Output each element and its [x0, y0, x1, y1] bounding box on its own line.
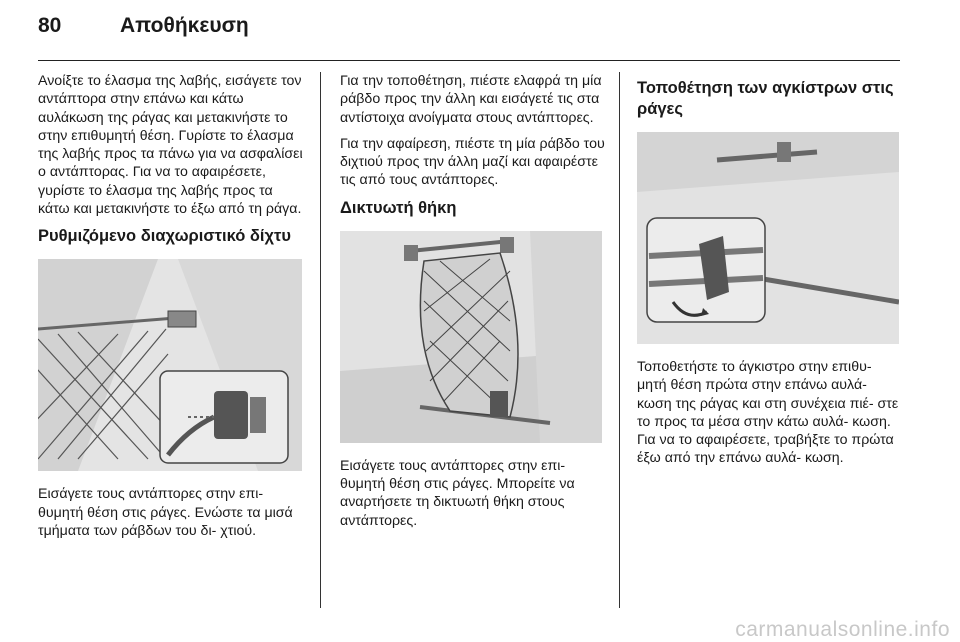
column-divider-2: [619, 72, 620, 608]
col3-caption: Τοποθετήστε το άγκιστρο στην επιθυ- μητή θέση πρώτα στην επάνω αυλά- κωση της ράγας και στη συνέχεια πιέ- στε το προς τα μέσα στην κάτω αυλά- κωση. Για να το αφαιρέσετε, τραβήξτε το πρώτα έξω από την επάνω αυλά- κωση.: [637, 359, 899, 467]
column-2: [340, 72, 606, 538]
col1-caption: Εισάγετε τους αντάπτορες στην επι- θυμητή θέση στις ράγες. Ενώστε τα μισά τμήματα των ράβδων του δι- χτιού.: [38, 486, 293, 539]
net-pocket-illustration: [340, 231, 602, 443]
col1-heading: Ρυθμιζόμενο διαχωριστικό δίχτυ: [38, 227, 291, 246]
col2-heading: Δικτυωτή θήκη: [340, 198, 457, 217]
watermark: carmanualsonline.info: [735, 618, 950, 641]
col1-paragraph: Ανοίξτε το έλασμα της λαβής, εισάγετε τον αντάπτορα στην επάνω και κάτω αυλάκωση της ράγας και μετακινήστε το στην επιθυμητή θέση. Γυρίστε το έλασμα της λαβής προς τα πάνω για να ασφαλίσει ο αντάπτορας. Για να το αφαιρέσετε, γυρίστε το έλασμα της λαβής προς τα κάτω και μετακινήστε το έξω από τη ράγα.: [38, 73, 303, 218]
page-number: 80: [38, 14, 62, 37]
page-title: Αποθήκευση: [120, 14, 249, 37]
hook-illustration: [637, 132, 899, 344]
header-rule: [38, 60, 900, 61]
divider-net-illustration: [38, 259, 302, 471]
column-1: [38, 72, 304, 548]
column-divider-1: [320, 72, 321, 608]
col2-caption: Εισάγετε τους αντάπτορες στην επι- θυμητή θέση στις ράγες. Μπορείτε να αναρτήσετε τη δικτυωτή θήκη στους αντάπτορες.: [340, 457, 575, 529]
col3-heading: Τοποθέτηση των αγκίστρων στις ράγες: [637, 79, 894, 118]
col2-paragraph-2: Για την αφαίρεση, πιέστε τη μία ράβδο του διχτιού προς την άλλη μαζί και αφαιρέστε τις από τους αντάπτορες.: [340, 135, 605, 189]
page-header: [38, 14, 900, 48]
column-3: [637, 72, 903, 476]
col2-paragraph-1: Για την τοποθέτηση, πιέστε ελαφρά τη μία ράβδο προς την άλλη και εισάγετέ τις στα αντίστοιχα ανοίγματα στους αντάπτορες.: [340, 73, 602, 126]
